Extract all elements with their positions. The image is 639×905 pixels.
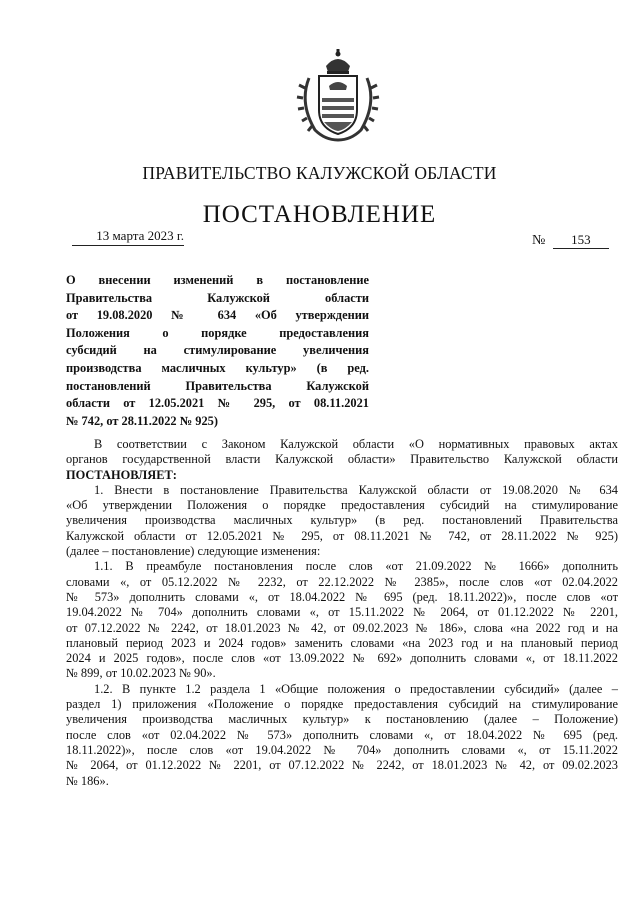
item-1-2-line: 1.2. В пункте 1.2 раздела 1 «Общие положения о предоставлении субсидий» (далее –	[94, 681, 618, 696]
item-1-line: 1. Внести в постановление Правительства Калужской области от 19.08.2020 № 634	[94, 482, 618, 497]
organization-name: ПРАВИТЕЛЬСТВО КАЛУЖСКОЙ ОБЛАСТИ	[142, 163, 497, 183]
title-line: О внесении изменений в постановление	[66, 273, 369, 287]
item-1-paragraph	[66, 483, 618, 559]
title-line: производства масличных культур» (в ред.	[66, 360, 369, 375]
title-line: № 742, от 28.11.2022 № 925)	[66, 413, 218, 428]
preamble-paragraph	[66, 437, 618, 483]
item-1-line: (далее – постановление) следующие изменения:	[66, 544, 321, 559]
title-line: субсидий на стимулирование увеличения	[66, 343, 369, 358]
item-1-1-line: 19.04.2022 № 704» дополнить словами «, от 15.11.2022 № 2064, от 01.12.2022 № 2201,	[66, 605, 618, 620]
item-1-2-line: № 186».	[66, 773, 109, 788]
title-line: Положения о порядке предоставления	[66, 325, 369, 340]
preamble-line: органов государственной власти Калужской области» Правительство Калужской области	[66, 452, 618, 467]
preamble-line: В соответствии с Законом Калужской области «О нормативных правовых актах	[94, 437, 618, 451]
document-number: 153	[553, 232, 609, 249]
item-1-1-line: 2024 и 2025 годов», после слов «от 13.09.2022 № 692» дополнить словами «, от 18.11.2022	[66, 651, 618, 666]
item-1-2-line: 18.11.2022)», после слов «от 19.04.2022 № 704» дополнить словами «, от 15.11.2022	[66, 742, 618, 757]
item-1-1-line: плановый период 2023 и 2024 годов» заменить словами «на 2023 год и на плановый период	[66, 635, 618, 650]
item-1-1-line: словами «, от 05.12.2022 № 2232, от 22.12.2022 № 2385», после слов «от 02.04.2022	[66, 574, 618, 589]
item-1-1-line: № 899, от 10.02.2023 № 90».	[66, 666, 216, 681]
item-1-2-line: после слов «от 02.04.2022 № 573» дополнить словами «, от 18.04.2022 № 695 (ред.	[66, 727, 618, 742]
title-line: области от 12.05.2021 № 295, от 08.11.2021	[66, 396, 369, 411]
title-line: от 19.08.2020 № 634 «Об утверждении	[66, 308, 369, 323]
item-1-2-line: увеличения производства масличных культур» к постановлению (далее – Положение)	[66, 712, 618, 727]
document-title	[66, 272, 369, 430]
item-1-1-paragraph	[66, 559, 618, 681]
document-date: 13 марта 2023 г.	[72, 228, 184, 246]
item-1-1-line: № 573» дополнить словами «, от 18.04.2022 № 695 (ред. 18.11.2022)», после слов «от	[66, 589, 618, 604]
item-1-2-line: раздел 1) приложения «Положение о порядке предоставления субсидий на стимулирование	[66, 697, 618, 712]
document-body	[66, 437, 618, 789]
kaluga-region-coat-of-arms-icon	[295, 48, 381, 144]
item-1-1-line: от 07.12.2022 № 2242, от 18.01.2023 № 42, от 09.02.2023 № 186», слова «на 2022 год и на	[66, 620, 618, 635]
title-line: постановлений Правительства Калужской	[66, 378, 369, 393]
document-number-field	[532, 232, 609, 249]
item-1-line: увеличения производства масличных культур» (в ред. постановлений Правительства	[66, 513, 618, 528]
resolves-word: ПОСТАНОВЛЯЕТ:	[66, 467, 177, 482]
item-1-2-paragraph	[66, 682, 618, 789]
title-line: Правительства Калужской области	[66, 290, 369, 305]
number-label: №	[532, 233, 546, 248]
document-type: ПОСТАНОВЛЕНИЕ	[202, 201, 437, 228]
item-1-line: Калужской области от 12.05.2021 № 295, от 08.11.2021 № 742, от 28.11.2022 № 925)	[66, 528, 618, 543]
item-1-1-line: 1.1. В преамбуле постановления после слов «от 21.09.2022 № 1666» дополнить	[94, 559, 618, 574]
item-1-line: «Об утверждении Положения о порядке предоставления субсидий на стимулирование	[66, 498, 618, 513]
item-1-2-line: № 2064, от 01.12.2022 № 2201, от 07.12.2022 № 2242, от 18.01.2023 № 42, от 09.02.2023	[66, 758, 618, 773]
